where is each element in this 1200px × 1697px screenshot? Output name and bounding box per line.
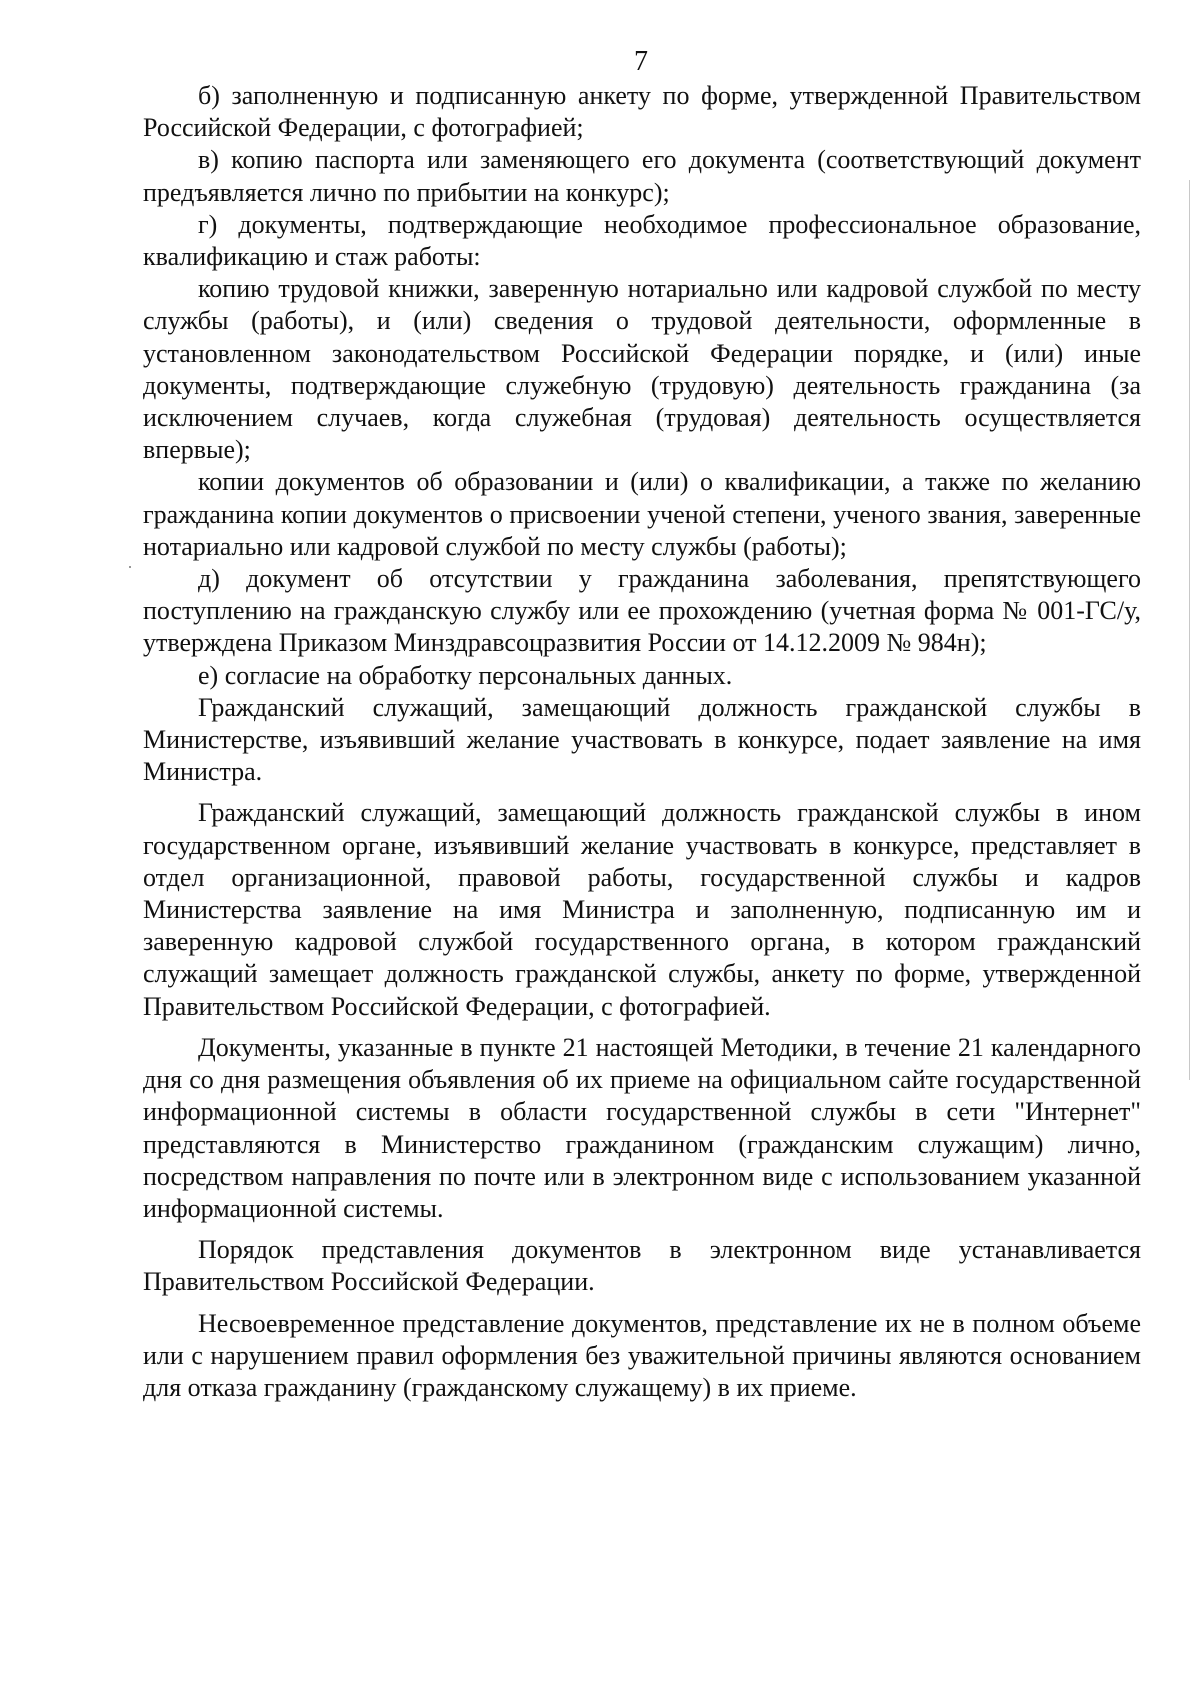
paragraph-item-g: г) документы, подтверждающие необходимое профессиональное образование, квалификацию и стаж работы: (143, 209, 1141, 272)
paragraph-ministry-employee: Гражданский служащий, замещающий должность гражданской службы в Министерстве, изъявивший желание участвовать в конкурсе, подает заявление на имя Министра. (143, 692, 1141, 787)
paragraph-other-agency-employee: Гражданский служащий, замещающий должность гражданской службы в ином государственном органе, изъявивший желание участвовать в конкурсе, представляет в отдел организационной, правовой работы, государственной службы и кадров Министерства заявление на имя Министра и заполненную, подписанную им и заверенную кадровой службой государственного органа, в котором гражданский служащий замещает должность гражданской службы, анкету по форме, утвержденной Правительством Российской Федерации, с фотографией. (143, 798, 1141, 1021)
paragraph-electronic-procedure: Порядок представления документов в электронном виде устанавливается Правительством Российской Федерации. (143, 1235, 1141, 1297)
paragraph-submission-deadline: Документы, указанные в пункте 21 настоящей Методики, в течение 21 календарного дня со дня размещения объявления об их приеме на официальном сайте государственной информационной системы в области государственной службы в сети "Интернет" представляются в Министерство гражданином (гражданским служащим) лично, посредством направления по почте или в электронном виде с использованием указанной информационной системы. (143, 1032, 1141, 1223)
paragraph-item-e: е) согласие на обработку персональных данных. (198, 660, 733, 690)
paragraph-refusal-grounds: Несвоевременное представление документов, представление их не в полном объеме или с нарушением правил оформления без уважительной причины являются основанием для отказа гражданину (гражданскому служащему) в их приеме. (143, 1308, 1141, 1402)
paragraph-education-docs: копии документов об образовании и (или) о квалификации, а также по желанию гражданина копии документов о присвоении ученой степени, ученого звания, заверенные нотариально или кадровой службой по месту службы (работы); (143, 467, 1141, 561)
scan-dot-mark (129, 566, 131, 568)
page-number: 7 (634, 46, 648, 77)
document-body (143, 80, 1141, 1404)
paragraph-work-record: копию трудовой книжки, заверенную нотариально или кадровой службой по месту службы (работы), и (или) сведения о трудовой деятельности, оформленные в установленном законодательством Российской Федерации порядке, и (или) иные документы, подтверждающие служебную (трудовую) деятельность гражданина (за исключением случаев, когда служебная (трудовая) деятельность осуществляется впервые); (143, 274, 1141, 465)
paragraph-item-d: д) документ об отсутствии у гражданина заболевания, препятствующего поступлению на гражданскую службу или ее прохождению (учетная форма № 001-ГС/у, утверждена Приказом Минздравсоцразвития России от 14.12.2009 № 984н); (143, 564, 1141, 658)
scan-edge-mark (1189, 180, 1190, 1080)
paragraph-item-v: в) копию паспорта или заменяющего его документа (соответствующий документ предъявляется лично по прибытии на конкурс); (143, 145, 1141, 207)
paragraph-item-b: б) заполненную и подписанную анкету по форме, утвержденной Правительством Российской Федерации, с фотографией; (143, 81, 1141, 143)
